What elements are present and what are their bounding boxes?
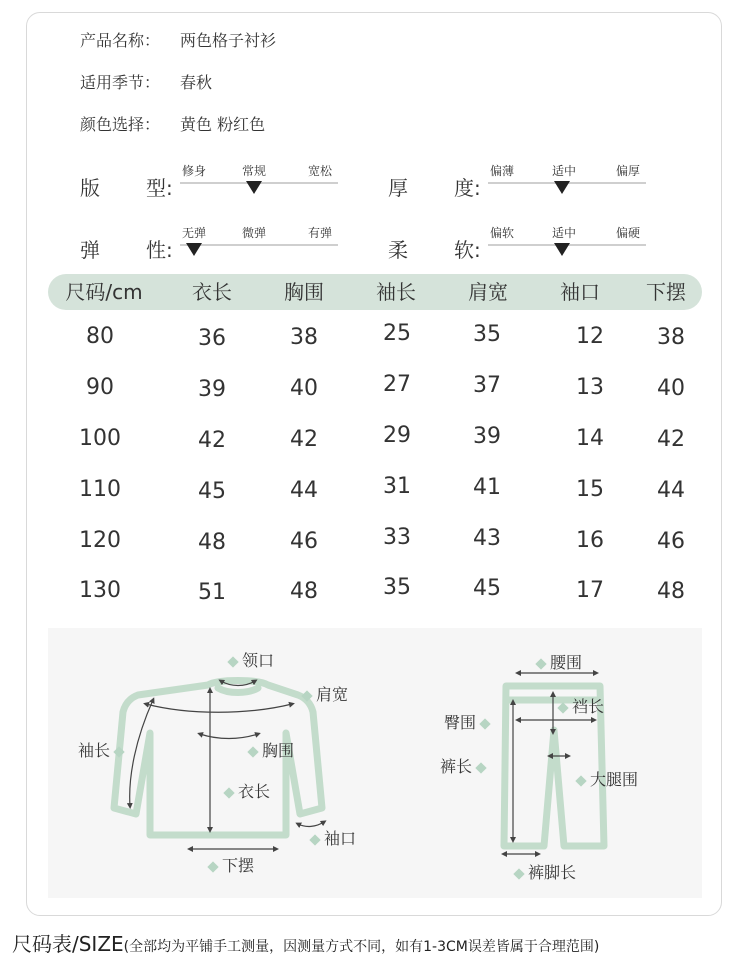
table-cell: 46 — [657, 529, 685, 554]
table-cell: 44 — [657, 478, 685, 503]
table-cell: 14 — [576, 426, 604, 451]
elasticity-indicator-icon — [186, 243, 202, 256]
table-cell: 80 — [86, 324, 114, 349]
fit-option-1: 修身 — [182, 164, 207, 178]
season-label: 适用季节： — [80, 73, 161, 92]
label-cuff — [306, 826, 356, 849]
diamond-icon — [207, 861, 218, 872]
label-collar — [224, 648, 274, 671]
softness-label-1: 柔 — [388, 238, 408, 262]
table-cell: 40 — [290, 376, 318, 401]
table-cell: 48 — [290, 579, 318, 604]
table-cell: 35 — [473, 322, 501, 347]
label-waist — [532, 650, 582, 673]
label-pant-length-text: 裤长 — [440, 757, 473, 776]
table-cell: 31 — [383, 474, 411, 499]
elasticity-scale-line — [180, 244, 338, 246]
softness-option-1: 偏软 — [490, 226, 515, 240]
diamond-icon — [535, 658, 546, 669]
label-shoulder — [298, 682, 348, 705]
table-cell: 120 — [79, 528, 121, 553]
table-cell: 39 — [473, 424, 501, 449]
label-chest — [244, 738, 294, 761]
label-length-text: 衣长 — [238, 782, 271, 801]
table-cell: 45 — [473, 576, 501, 601]
diamond-icon — [113, 746, 124, 757]
footer-note: (全部均为平铺手工测量，因测量方式不同，如有1-3CM误差皆属于合理范围) — [123, 939, 600, 955]
color-row — [80, 112, 265, 135]
table-cell: 15 — [576, 477, 604, 502]
footer-title: 尺码表/SIZE — [12, 932, 124, 956]
label-leg-opening-text: 裤脚长 — [528, 863, 577, 882]
header-size: 尺码/cm — [65, 280, 143, 304]
label-pant-length — [440, 754, 490, 777]
table-cell: 42 — [657, 427, 685, 452]
fit-indicator-icon — [246, 181, 262, 194]
fit-option-3: 宽松 — [308, 164, 333, 178]
label-collar-text: 领口 — [242, 651, 275, 670]
elasticity-label-1: 弹 — [80, 238, 100, 262]
header-chest: 胸围 — [284, 280, 324, 304]
label-rise — [554, 694, 604, 717]
fit-option-2: 常规 — [242, 164, 267, 178]
header-shoulder: 肩宽 — [468, 280, 508, 304]
label-chest-text: 胸围 — [262, 741, 295, 760]
elasticity-scale — [180, 224, 338, 264]
diamond-icon — [247, 746, 258, 757]
softness-option-2: 适中 — [552, 226, 577, 240]
thickness-option-1: 偏薄 — [490, 164, 515, 178]
thickness-label-1: 厚 — [388, 176, 408, 200]
table-cell: 43 — [473, 526, 501, 551]
diamond-icon — [309, 834, 320, 845]
thickness-label — [388, 172, 488, 201]
measurement-diagram — [48, 628, 702, 898]
season-row — [80, 70, 212, 93]
label-cuff-text: 袖口 — [324, 829, 357, 848]
softness-label-2: 软: — [454, 238, 481, 262]
table-cell: 36 — [198, 326, 226, 351]
table-cell: 45 — [198, 479, 226, 504]
size-footer — [12, 928, 599, 957]
label-waist-text: 腰围 — [550, 653, 583, 672]
diamond-icon — [513, 868, 524, 879]
table-cell: 48 — [198, 530, 226, 555]
size-table-header — [48, 274, 702, 310]
table-cell: 33 — [383, 525, 411, 550]
diamond-icon — [475, 762, 486, 773]
softness-scale — [488, 224, 646, 264]
diamond-icon — [575, 775, 586, 786]
color-label: 颜色选择： — [80, 115, 161, 134]
elasticity-option-3: 有弹 — [308, 226, 333, 240]
fit-label-2: 型: — [146, 176, 173, 200]
diamond-icon — [479, 718, 490, 729]
label-shoulder-text: 肩宽 — [316, 685, 349, 704]
table-cell: 42 — [198, 428, 226, 453]
table-cell: 130 — [79, 578, 121, 603]
softness-label — [388, 234, 488, 263]
diamond-icon — [223, 787, 234, 798]
table-cell: 17 — [576, 578, 604, 603]
table-cell: 46 — [290, 529, 318, 554]
label-sleeve — [78, 738, 128, 761]
label-hip — [444, 710, 494, 733]
garment-illustration — [48, 628, 702, 898]
label-sleeve-text: 袖长 — [78, 741, 111, 760]
table-cell: 100 — [79, 426, 121, 451]
elasticity-option-2: 微弹 — [242, 226, 267, 240]
label-leg-opening — [510, 860, 576, 883]
label-thigh-text: 大腿围 — [590, 770, 639, 789]
table-cell: 51 — [198, 580, 226, 605]
table-cell: 39 — [198, 377, 226, 402]
label-thigh — [572, 767, 638, 790]
table-cell: 29 — [383, 423, 411, 448]
label-hem-text: 下摆 — [222, 856, 255, 875]
fit-label — [80, 172, 180, 201]
fit-label-1: 版 — [80, 176, 100, 200]
header-length: 衣长 — [192, 280, 232, 304]
thickness-scale — [488, 162, 646, 202]
table-cell: 48 — [657, 579, 685, 604]
elasticity-label — [80, 234, 180, 263]
label-length — [220, 779, 270, 802]
table-cell: 41 — [473, 475, 501, 500]
elasticity-label-2: 性: — [146, 238, 173, 262]
table-cell: 90 — [86, 375, 114, 400]
table-cell: 40 — [657, 376, 685, 401]
table-cell: 25 — [383, 321, 411, 346]
table-cell: 35 — [383, 575, 411, 600]
header-sleeve: 袖长 — [376, 280, 416, 304]
softness-option-3: 偏硬 — [616, 226, 641, 240]
table-cell: 16 — [576, 528, 604, 553]
table-cell: 27 — [383, 372, 411, 397]
table-cell: 110 — [79, 477, 121, 502]
table-cell: 13 — [576, 375, 604, 400]
color-value: 黄色 粉红色 — [180, 115, 266, 134]
product-name-row — [80, 28, 276, 51]
label-hip-text: 臀围 — [444, 713, 477, 732]
table-cell: 12 — [576, 324, 604, 349]
season-value: 春秋 — [180, 73, 213, 92]
fit-scale — [180, 162, 338, 202]
table-cell: 38 — [657, 325, 685, 350]
header-hem: 下摆 — [646, 280, 686, 304]
label-hem — [204, 853, 254, 876]
table-cell: 38 — [290, 325, 318, 350]
table-cell: 37 — [473, 373, 501, 398]
thickness-indicator-icon — [554, 181, 570, 194]
header-cuff: 袖口 — [560, 280, 600, 304]
diamond-icon — [301, 690, 312, 701]
product-name-label: 产品名称： — [80, 31, 161, 50]
elasticity-option-1: 无弹 — [182, 226, 207, 240]
thickness-option-3: 偏厚 — [616, 164, 641, 178]
table-cell: 44 — [290, 478, 318, 503]
product-name-value: 两色格子衬衫 — [180, 31, 277, 50]
label-rise-text: 裆长 — [572, 697, 605, 716]
softness-indicator-icon — [554, 243, 570, 256]
thickness-label-2: 度: — [454, 176, 481, 200]
diamond-icon — [227, 656, 238, 667]
thickness-option-2: 适中 — [552, 164, 577, 178]
diamond-icon — [557, 702, 568, 713]
table-cell: 42 — [290, 427, 318, 452]
